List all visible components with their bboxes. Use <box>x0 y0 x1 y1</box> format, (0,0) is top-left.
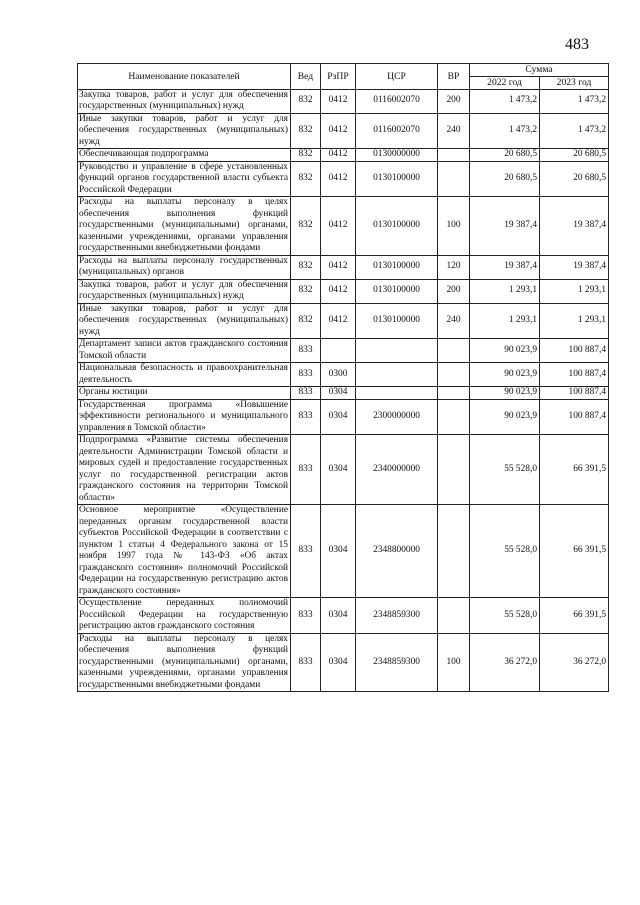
row-sum-2023: 66 391,5 <box>540 598 609 634</box>
table-row <box>78 363 609 387</box>
row-sum-2022: 1 293,1 <box>470 303 540 339</box>
table-row <box>78 505 609 598</box>
row-name: Органы юстиции <box>78 387 291 400</box>
row-ved: 832 <box>291 89 321 113</box>
row-sum-2022: 55 528,0 <box>470 598 540 634</box>
row-sum-2023: 100 887,4 <box>540 339 609 363</box>
header-year-2023: 2023 год <box>540 77 609 90</box>
row-rzpr: 0412 <box>321 279 356 303</box>
table-row <box>78 197 609 256</box>
row-sum-2023: 100 887,4 <box>540 387 609 400</box>
row-ved: 832 <box>291 161 321 197</box>
row-csr: 2340000000 <box>356 435 438 505</box>
row-rzpr: 0412 <box>321 161 356 197</box>
table-row <box>78 399 609 435</box>
row-vr <box>438 161 470 197</box>
header-name: Наименование показателей <box>78 64 291 90</box>
row-rzpr: 0412 <box>321 303 356 339</box>
row-ved: 833 <box>291 435 321 505</box>
row-csr: 0130100000 <box>356 161 438 197</box>
row-sum-2023: 66 391,5 <box>540 435 609 505</box>
row-csr <box>356 363 438 387</box>
row-ved: 833 <box>291 387 321 400</box>
row-name: Основное мероприятие «Осуществление переданных органам государственной власти субъектов Российской Федерации в соответствии с пунктом 1 статьи 4 Федерального закона от 15 ноября 1997 года № 143-ФЗ «Об актах гражданского состояния» полномочий Российской Федерации на государственную регистрацию актов гражданского состояния» <box>78 505 291 598</box>
row-rzpr: 0304 <box>321 399 356 435</box>
page-number: 483 <box>565 36 589 53</box>
row-ved: 832 <box>291 149 321 162</box>
row-sum-2022: 19 387,4 <box>470 255 540 279</box>
row-csr: 2348800000 <box>356 505 438 598</box>
row-name: Расходы на выплаты персоналу государственных (муниципальных) органов <box>78 255 291 279</box>
header-csr: ЦСР <box>356 64 438 90</box>
row-sum-2022: 55 528,0 <box>470 435 540 505</box>
row-sum-2023: 19 387,4 <box>540 197 609 256</box>
row-csr: 0116002070 <box>356 113 438 149</box>
table-row <box>78 598 609 634</box>
row-name: Иные закупки товаров, работ и услуг для обеспечения государственных (муниципальных) нужд <box>78 303 291 339</box>
row-csr: 0116002070 <box>356 89 438 113</box>
table-row <box>78 633 609 692</box>
row-ved: 832 <box>291 255 321 279</box>
row-rzpr: 0304 <box>321 435 356 505</box>
row-sum-2023: 1 293,1 <box>540 279 609 303</box>
row-name: Расходы на выплаты персоналу в целях обеспечения выполнения функций государственными (муниципальными) органами, казенными учреждениями, органами управления государственными внебюджетными фондами <box>78 633 291 692</box>
row-sum-2023: 20 680,5 <box>540 161 609 197</box>
budget-table <box>77 63 609 692</box>
table-row <box>78 255 609 279</box>
row-rzpr: 0412 <box>321 255 356 279</box>
row-rzpr: 0412 <box>321 197 356 256</box>
header-rzpr: РзПР <box>321 64 356 90</box>
row-csr: 0130000000 <box>356 149 438 162</box>
row-name: Национальная безопасность и правоохранительная деятельность <box>78 363 291 387</box>
row-sum-2023: 66 391,5 <box>540 505 609 598</box>
row-sum-2022: 55 528,0 <box>470 505 540 598</box>
row-rzpr: 0300 <box>321 363 356 387</box>
row-vr <box>438 505 470 598</box>
row-rzpr: 0304 <box>321 633 356 692</box>
row-vr: 240 <box>438 303 470 339</box>
row-sum-2022: 90 023,9 <box>470 387 540 400</box>
table-row <box>78 113 609 149</box>
row-csr <box>356 339 438 363</box>
row-ved: 832 <box>291 303 321 339</box>
row-ved: 833 <box>291 598 321 634</box>
row-csr: 2348859300 <box>356 598 438 634</box>
row-vr: 200 <box>438 89 470 113</box>
row-name: Закупка товаров, работ и услуг для обеспечения государственных (муниципальных) нужд <box>78 89 291 113</box>
row-sum-2023: 1 473,2 <box>540 113 609 149</box>
row-name: Обеспечивающая подпрограмма <box>78 149 291 162</box>
row-rzpr: 0304 <box>321 598 356 634</box>
row-vr <box>438 399 470 435</box>
row-ved: 833 <box>291 633 321 692</box>
row-csr: 0130100000 <box>356 255 438 279</box>
row-sum-2023: 1 293,1 <box>540 303 609 339</box>
row-name: Руководство и управление в сфере установленных функций органов государственной власти субъекта Российской Федерации <box>78 161 291 197</box>
table-row <box>78 303 609 339</box>
row-vr: 100 <box>438 633 470 692</box>
table-row <box>78 435 609 505</box>
row-name: Осуществление переданных полномочий Российской Федерации на государственную регистрацию актов гражданского состояния <box>78 598 291 634</box>
row-ved: 832 <box>291 279 321 303</box>
row-ved: 832 <box>291 197 321 256</box>
table-body <box>78 89 609 692</box>
row-sum-2022: 20 680,5 <box>470 149 540 162</box>
row-csr: 0130100000 <box>356 303 438 339</box>
row-vr <box>438 387 470 400</box>
row-name: Закупка товаров, работ и услуг для обеспечения государственных (муниципальных) нужд <box>78 279 291 303</box>
row-sum-2022: 1 473,2 <box>470 89 540 113</box>
row-vr <box>438 149 470 162</box>
header-year-2022: 2022 год <box>470 77 540 90</box>
row-sum-2023: 100 887,4 <box>540 363 609 387</box>
row-sum-2022: 90 023,9 <box>470 339 540 363</box>
row-sum-2023: 100 887,4 <box>540 399 609 435</box>
row-name: Иные закупки товаров, работ и услуг для обеспечения государственных (муниципальных) нужд <box>78 113 291 149</box>
row-name: Департамент записи актов гражданского состояния Томской области <box>78 339 291 363</box>
header-ved: Вед <box>291 64 321 90</box>
row-ved: 833 <box>291 399 321 435</box>
row-rzpr <box>321 339 356 363</box>
row-vr <box>438 435 470 505</box>
row-rzpr: 0412 <box>321 149 356 162</box>
row-rzpr: 0412 <box>321 89 356 113</box>
row-vr <box>438 339 470 363</box>
row-csr: 2300000000 <box>356 399 438 435</box>
row-csr: 2348859300 <box>356 633 438 692</box>
row-rzpr: 0412 <box>321 113 356 149</box>
row-csr: 0130100000 <box>356 279 438 303</box>
row-csr <box>356 387 438 400</box>
row-sum-2023: 1 473,2 <box>540 89 609 113</box>
row-vr: 240 <box>438 113 470 149</box>
table-row <box>78 161 609 197</box>
table-row <box>78 339 609 363</box>
table-row <box>78 387 609 400</box>
table-row <box>78 149 609 162</box>
row-ved: 833 <box>291 505 321 598</box>
row-vr: 120 <box>438 255 470 279</box>
row-sum-2022: 20 680,5 <box>470 161 540 197</box>
row-sum-2023: 36 272,0 <box>540 633 609 692</box>
row-sum-2022: 1 293,1 <box>470 279 540 303</box>
row-sum-2022: 36 272,0 <box>470 633 540 692</box>
table-row <box>78 279 609 303</box>
row-sum-2023: 19 387,4 <box>540 255 609 279</box>
row-name: Подпрограмма «Развитие системы обеспечения деятельности Администрации Томской области и мировых судей и предоставление государственных услуг по государственной регистрации актов гражданского состояния на территории Томской области» <box>78 435 291 505</box>
row-rzpr: 0304 <box>321 505 356 598</box>
row-vr: 200 <box>438 279 470 303</box>
row-name: Расходы на выплаты персоналу в целях обеспечения выполнения функций государственными (муниципальными) органами, казенными учреждениями, органами управления государственными внебюджетными фондами <box>78 197 291 256</box>
header-sum: Сумма <box>470 64 609 77</box>
table-row <box>78 89 609 113</box>
row-ved: 832 <box>291 113 321 149</box>
row-sum-2022: 19 387,4 <box>470 197 540 256</box>
header-vr: ВР <box>438 64 470 90</box>
row-vr <box>438 363 470 387</box>
row-rzpr: 0304 <box>321 387 356 400</box>
row-name: Государственная программа «Повышение эффективности регионального и муниципального управления в Томской области» <box>78 399 291 435</box>
row-sum-2022: 90 023,9 <box>470 363 540 387</box>
row-ved: 833 <box>291 339 321 363</box>
row-vr: 100 <box>438 197 470 256</box>
row-sum-2022: 1 473,2 <box>470 113 540 149</box>
row-vr <box>438 598 470 634</box>
row-sum-2022: 90 023,9 <box>470 399 540 435</box>
row-sum-2023: 20 680,5 <box>540 149 609 162</box>
row-csr: 0130100000 <box>356 197 438 256</box>
table-header <box>78 64 609 90</box>
row-ved: 833 <box>291 363 321 387</box>
